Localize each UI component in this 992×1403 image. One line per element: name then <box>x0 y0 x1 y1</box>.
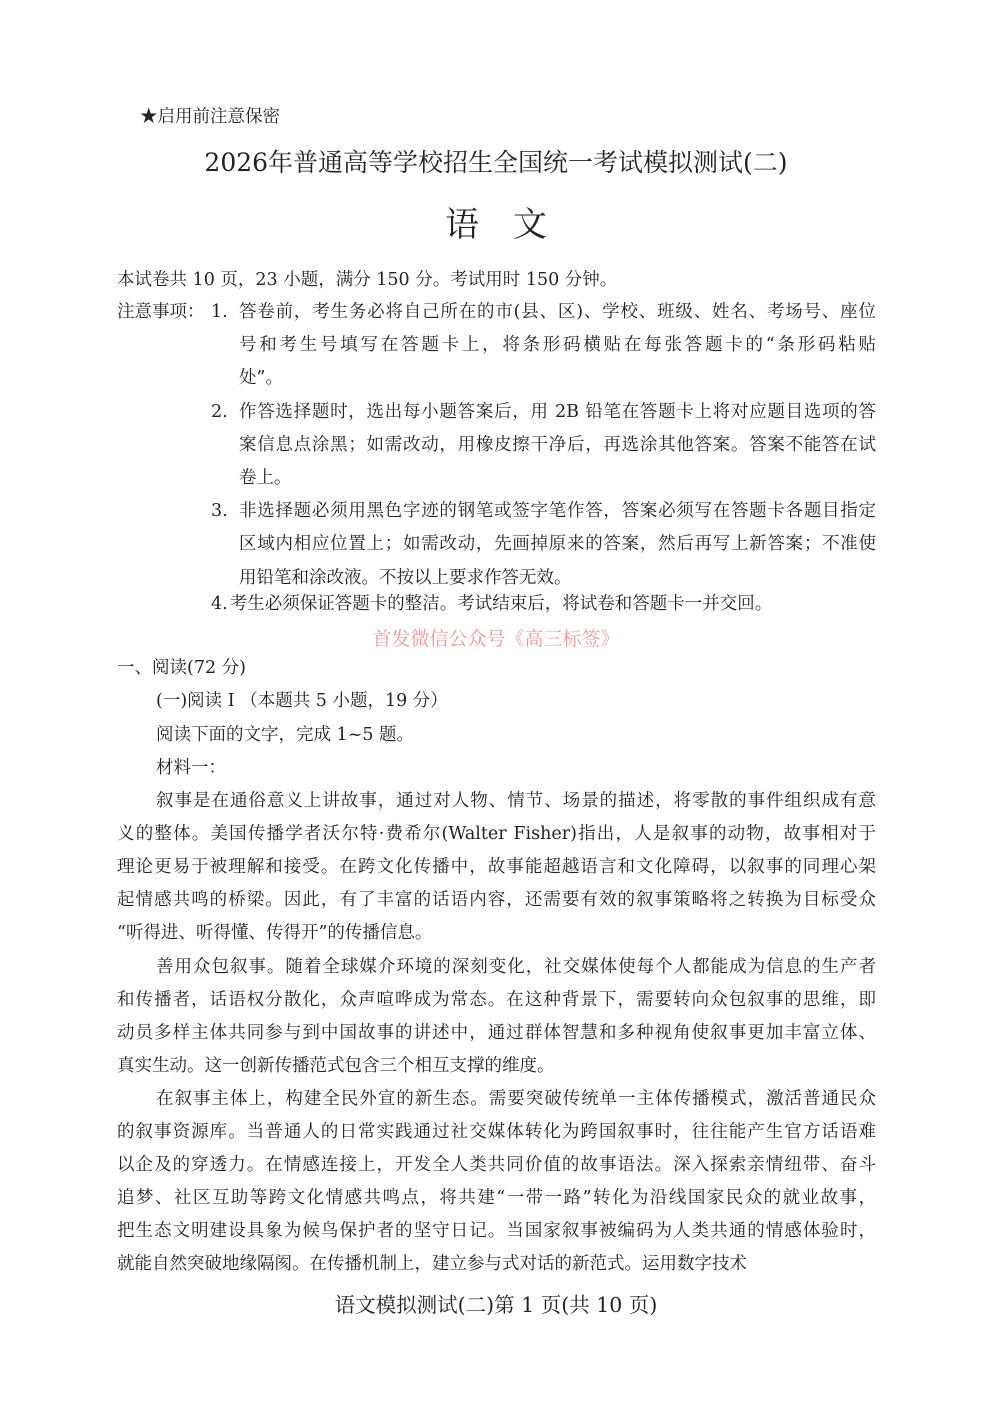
notice-line: 考生必须保证答题卡的整洁。考试结束后，将试卷和答题卡一并交回。 <box>229 593 773 614</box>
paragraph-line: 义的整体。美国传播学者沃尔特·费希尔(Walter Fisher)指出，人是叙事的动物，故事相对于 <box>117 824 876 845</box>
subject-title: 语文 <box>445 205 581 245</box>
instruction: 阅读下面的文字，完成 1~5 题。 <box>156 725 415 745</box>
watermark: 首发微信公众号《高三标签》 <box>372 628 620 650</box>
notice-line: 处”。 <box>239 368 283 389</box>
notice-line: 非选择题必须用黑色字迹的钢笔或签字笔作答，答案必须写在答题卡各题目指定 <box>239 501 876 522</box>
exam-title: 2026年普通高等学校招生全国统一考试模拟测试(二) <box>204 148 788 177</box>
paragraph-line: 在叙事主体上，构建全民外宣的新生态。需要突破传统单一主体传播模式，激活普通民众 <box>156 1088 876 1109</box>
paragraph-line: 理论更易于被理解和接受。在跨文化传播中，故事能超越语言和文化障碍，以叙事的同理心架 <box>117 857 876 878</box>
notice-label: 注意事项： <box>117 302 205 322</box>
paragraph-line: 就能自然突破地缘隔阂。在传播机制上，建立参与式对话的新范式。运用数字技术 <box>117 1254 747 1275</box>
paragraph-line: 叙事是在通俗意义上讲故事，通过对人物、情节、场景的描述，将零散的事件组织成有意 <box>156 791 876 811</box>
page-footer: 语文模拟测试(二)第 1 页(共 10 页) <box>334 1293 658 1317</box>
paragraph-line: 把生态文明建设具象为候鸟保护者的坚守日记。当国家叙事被编码为人类共通的情感体验时， <box>117 1221 876 1242</box>
paragraph-line: 真实生动。这一创新传播范式包含三个相互支撑的维度。 <box>117 1055 555 1076</box>
notice-line: 案信息点涂黑；如需改动，用橡皮擦干净后，再选涂其他答案。答案不能答在试 <box>239 434 876 455</box>
notice-line: 卷上。 <box>239 468 292 488</box>
subsection-heading: (一)阅读 I （本题共 5 小题，19 分） <box>156 691 448 711</box>
notice-line: 答卷前，考生务必将自己所在的市(县、区)、学校、班级、姓名、考场号、座位 <box>239 302 876 322</box>
paragraph-line: 以企及的穿透力。在情感连接上，开发全人类共同价值的故事语法。深入探索亲情纽带、奋斗 <box>117 1155 876 1176</box>
paragraph-line: 起情感共鸣的桥梁。因此，有了丰富的话语内容，还需要有效的叙事策略将之转换为目标受众 <box>117 890 876 911</box>
confidential-label: ★启用前注意保密 <box>140 107 280 127</box>
notice-line: 号和考生号填写在答题卡上，将条形码横贴在每张答题卡的“条形码粘贴 <box>239 335 876 356</box>
material-label: 材料一： <box>156 758 226 778</box>
notice-line: 作答选择题时，选出每小题答案后，用 2B 铅笔在答题卡上将对应题目选项的答 <box>239 401 876 422</box>
paragraph-line: 追梦、社区互助等跨文化情感共鸣点，将共建“一带一路”转化为沿线国家民众的就业故事， <box>117 1188 876 1209</box>
paragraph-line: 的叙事资源库。当普通人的日常实践通过社交媒体转化为跨国叙事时，往往能产生官方话语难 <box>117 1122 876 1142</box>
paragraph-line: 动员多样主体共同参与到中国故事的讲述中，通过群体智慧和多种视角使叙事更加丰富立体、 <box>117 1022 876 1043</box>
notice-number: 4. <box>211 593 228 614</box>
paragraph-line: 和传播者，话语权分散化，众声喧哗成为常态。在这种背景下，需要转向众包叙事的思维，即 <box>117 989 876 1010</box>
notice-line: 区域内相应位置上；如需改动，先画掉原来的答案，然后再写上新答案；不准使 <box>239 534 876 555</box>
notice-number: 1. <box>211 302 228 322</box>
paragraph-line: 善用众包叙事。随着全球媒介环境的深刻变化，社交媒体使每个人都能成为信息的生产者 <box>156 956 876 977</box>
notice-line: 用铅笔和涂改液。不按以上要求作答无效。 <box>239 567 572 588</box>
section-heading: 一、阅读(72 分) <box>117 658 246 678</box>
notice-number: 2. <box>211 401 228 422</box>
notice-number: 3. <box>211 501 228 522</box>
paragraph-line: “听得进、听得懂、传得开”的传播信息。 <box>117 923 433 944</box>
exam-info: 本试卷共 10 页，23 小题，满分 150 分。考试用时 150 分钟。 <box>117 270 618 290</box>
notice-item <box>211 593 772 615</box>
